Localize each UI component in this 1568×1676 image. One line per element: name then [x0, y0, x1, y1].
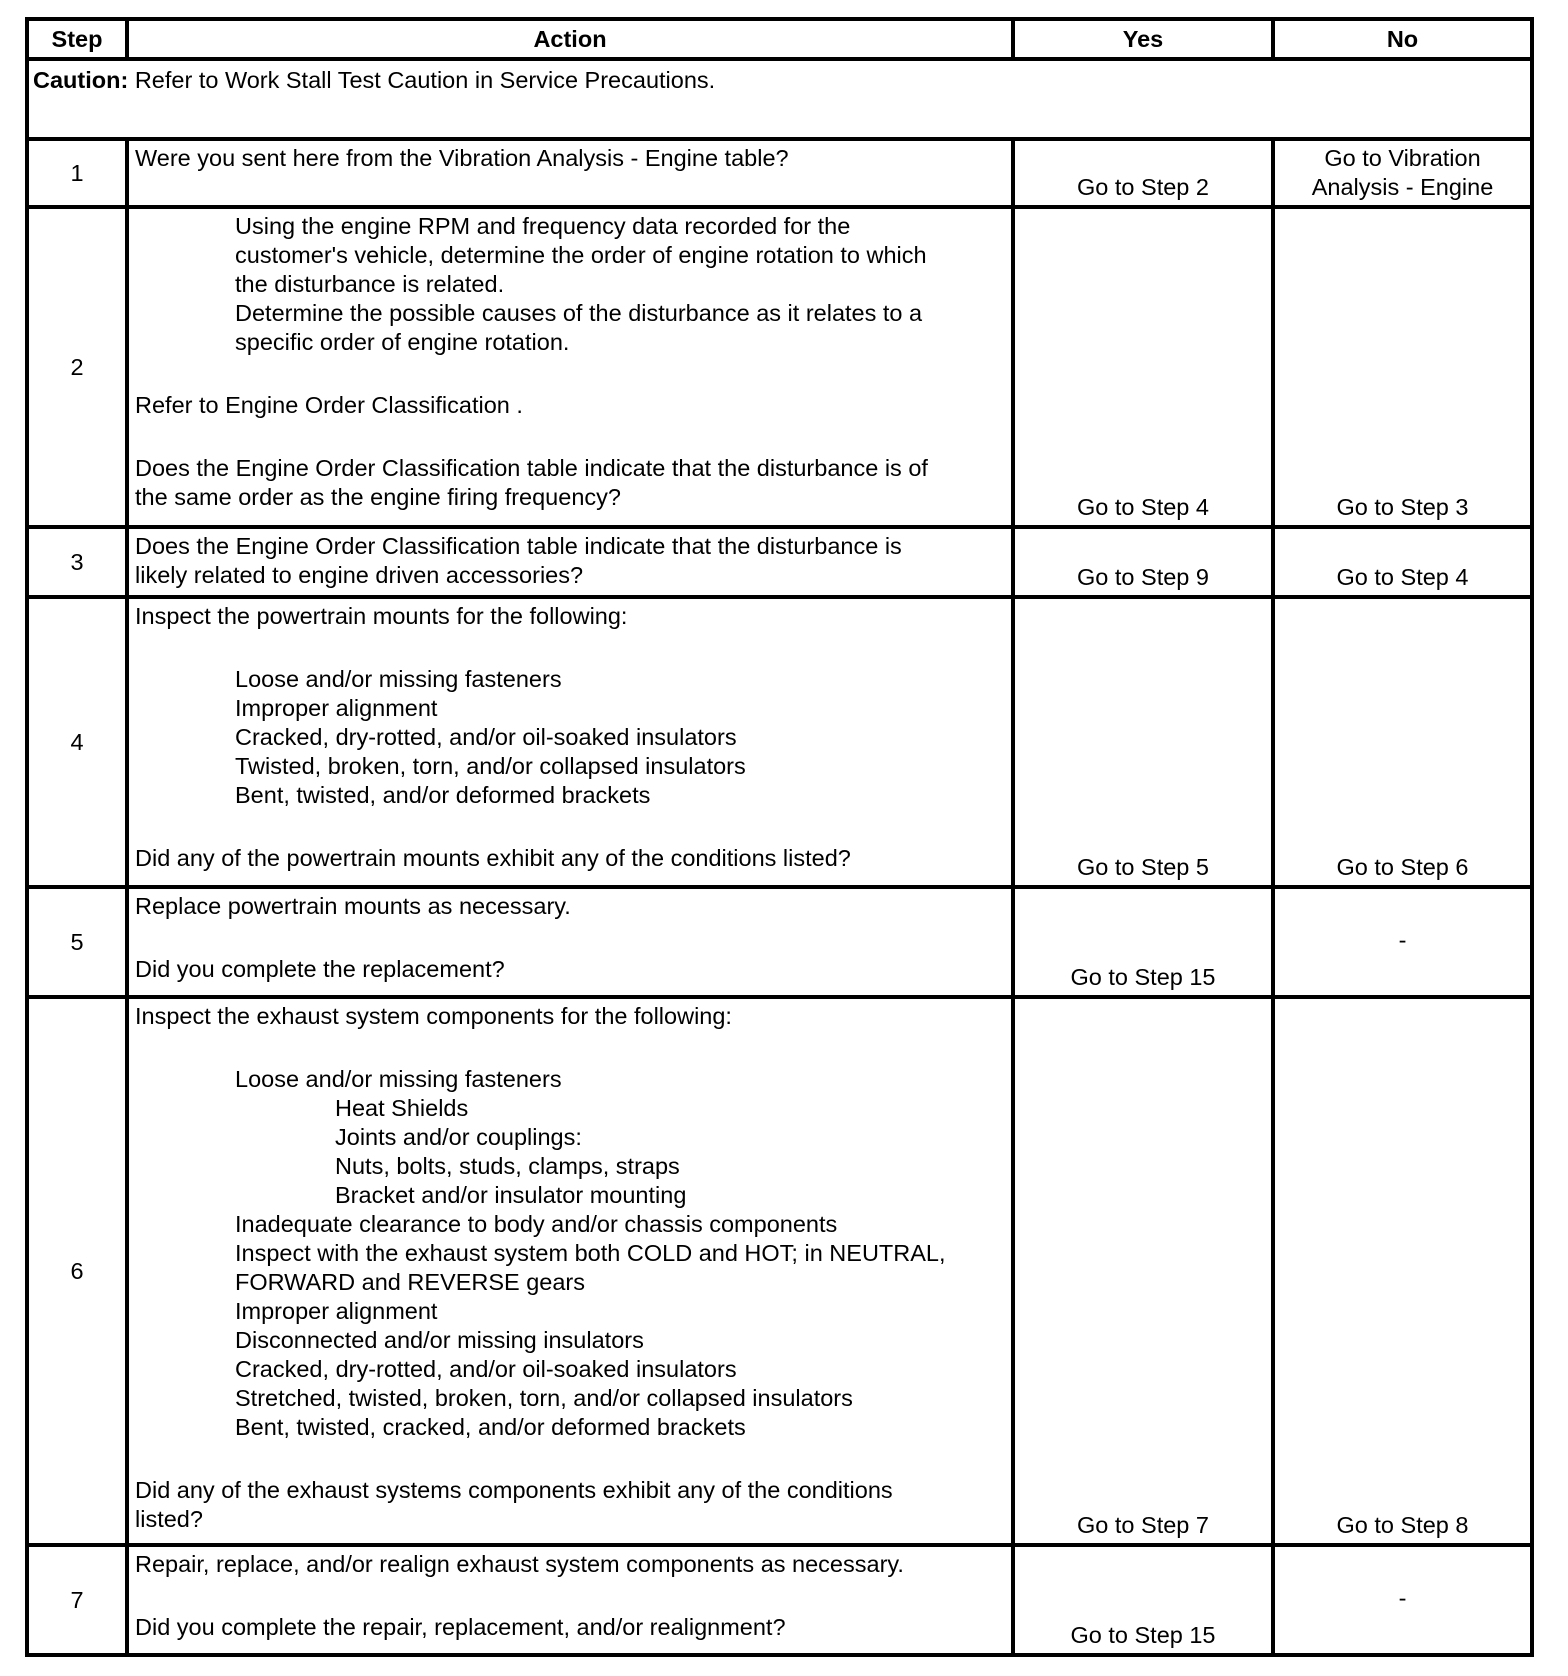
- yes-cell: Go to Step 4: [1013, 207, 1273, 527]
- action-cell: [127, 527, 1013, 597]
- checklist-item: Inadequate clearance to body and/or chassis components: [235, 1211, 838, 1237]
- table-row: [27, 597, 1532, 887]
- yes-cell: Go to Step 5: [1013, 597, 1273, 887]
- question-text: Did you complete the repair, replacement, and/or realignment?: [135, 1614, 786, 1640]
- step-number: 2: [27, 207, 127, 527]
- yes-cell: Go to Step 7: [1013, 997, 1273, 1545]
- header-step: Step: [27, 19, 127, 59]
- action-cell: [127, 139, 1013, 207]
- instruction-line: Inspect the exhaust system components for the following:: [135, 1003, 732, 1029]
- header-action: Action: [127, 19, 1013, 59]
- header-yes: Yes: [1013, 19, 1273, 59]
- caution-row: [27, 59, 1532, 139]
- yes-cell: Go to Step 15: [1013, 1545, 1273, 1655]
- checklist-item: Loose and/or missing fasteners: [235, 1066, 562, 1092]
- action-cell: [127, 207, 1013, 527]
- question-text: Did you complete the replacement?: [135, 956, 505, 982]
- yes-cell: Go to Step 2: [1013, 139, 1273, 207]
- table-row: [27, 997, 1532, 1545]
- checklist-item: Improper alignment: [235, 1298, 438, 1324]
- question-text: listed?: [135, 1506, 203, 1532]
- checklist-item: Bent, twisted, cracked, and/or deformed brackets: [235, 1414, 746, 1440]
- yes-cell: Go to Step 15: [1013, 887, 1273, 997]
- question-text: likely related to engine driven accessories?: [135, 562, 584, 588]
- instruction-line: the disturbance is related.: [235, 271, 505, 297]
- no-cell: -: [1273, 887, 1532, 997]
- question-text: Did any of the exhaust systems components exhibit any of the conditions: [135, 1477, 893, 1503]
- instruction-line: specific order of engine rotation.: [235, 329, 570, 355]
- action-cell: [127, 1545, 1013, 1655]
- no-text-line: Go to Vibration: [1324, 145, 1481, 171]
- checklist-item: FORWARD and REVERSE gears: [235, 1269, 585, 1295]
- question-text: Does the Engine Order Classification table indicate that the disturbance is: [135, 533, 902, 559]
- checklist-item: Disconnected and/or missing insulators: [235, 1327, 644, 1353]
- step-number: 3: [27, 527, 127, 597]
- checklist-item: Cracked, dry-rotted, and/or oil-soaked insulators: [235, 724, 737, 750]
- header-no: No: [1273, 19, 1532, 59]
- reference-text: Refer to Engine Order Classification .: [135, 392, 523, 418]
- instruction-line: customer's vehicle, determine the order of engine rotation to which: [235, 242, 927, 268]
- checklist-item: Cracked, dry-rotted, and/or oil-soaked insulators: [235, 1356, 737, 1382]
- action-cell: [127, 597, 1013, 887]
- instruction-line: Repair, replace, and/or realign exhaust system components as necessary.: [135, 1551, 904, 1577]
- table-row: [27, 887, 1532, 997]
- no-cell: -: [1273, 1545, 1532, 1655]
- checklist-item: Stretched, twisted, broken, torn, and/or collapsed insulators: [235, 1385, 853, 1411]
- instruction-line: Determine the possible causes of the disturbance as it relates to a: [235, 300, 923, 326]
- no-cell: Go to Step 3: [1273, 207, 1532, 527]
- table-row: [27, 1545, 1532, 1655]
- checklist-subitem: Bracket and/or insulator mounting: [335, 1182, 687, 1208]
- caution-text: Refer to Work Stall Test Caution in Service Precautions.: [128, 67, 716, 93]
- checklist-subitem: Heat Shields: [335, 1095, 469, 1121]
- no-cell: Go to Step 6: [1273, 597, 1532, 887]
- yes-cell: Go to Step 9: [1013, 527, 1273, 597]
- no-text-line: Analysis - Engine: [1311, 174, 1494, 200]
- question-text: Does the Engine Order Classification table indicate that the disturbance is of: [135, 455, 928, 481]
- step-number: 7: [27, 1545, 127, 1655]
- table-row: [27, 207, 1532, 527]
- checklist-item: Loose and/or missing fasteners: [235, 666, 562, 692]
- no-cell: Go to Step 8: [1273, 997, 1532, 1545]
- caution-cell: [27, 59, 1532, 139]
- step-number: 5: [27, 887, 127, 997]
- checklist-item: Bent, twisted, and/or deformed brackets: [235, 782, 651, 808]
- action-cell: [127, 887, 1013, 997]
- table-row: [27, 139, 1532, 207]
- checklist-item: Improper alignment: [235, 695, 438, 721]
- action-cell: [127, 997, 1013, 1545]
- step-number: 6: [27, 997, 127, 1545]
- question-text: Did any of the powertrain mounts exhibit any of the conditions listed?: [135, 845, 851, 871]
- step-number: 1: [27, 139, 127, 207]
- checklist-item: Inspect with the exhaust system both COLD and HOT; in NEUTRAL,: [235, 1240, 946, 1266]
- header-row: [27, 19, 1532, 59]
- checklist-item: Twisted, broken, torn, and/or collapsed insulators: [235, 753, 746, 779]
- checklist-subitem: Joints and/or couplings:: [335, 1124, 582, 1150]
- caution-label: Caution:: [33, 67, 129, 93]
- question-text: Were you sent here from the Vibration Analysis - Engine table?: [135, 145, 789, 171]
- table-row: [27, 527, 1532, 597]
- step-number: 4: [27, 597, 127, 887]
- checklist-subitem: Nuts, bolts, studs, clamps, straps: [335, 1153, 680, 1179]
- instruction-line: Inspect the powertrain mounts for the following:: [135, 603, 628, 629]
- question-text: the same order as the engine firing frequency?: [135, 484, 621, 510]
- no-cell: Go to Step 4: [1273, 527, 1532, 597]
- instruction-line: Replace powertrain mounts as necessary.: [135, 893, 571, 919]
- diagnostic-table: [25, 17, 1534, 1657]
- instruction-line: Using the engine RPM and frequency data recorded for the: [235, 213, 851, 239]
- no-cell: [1273, 139, 1532, 207]
